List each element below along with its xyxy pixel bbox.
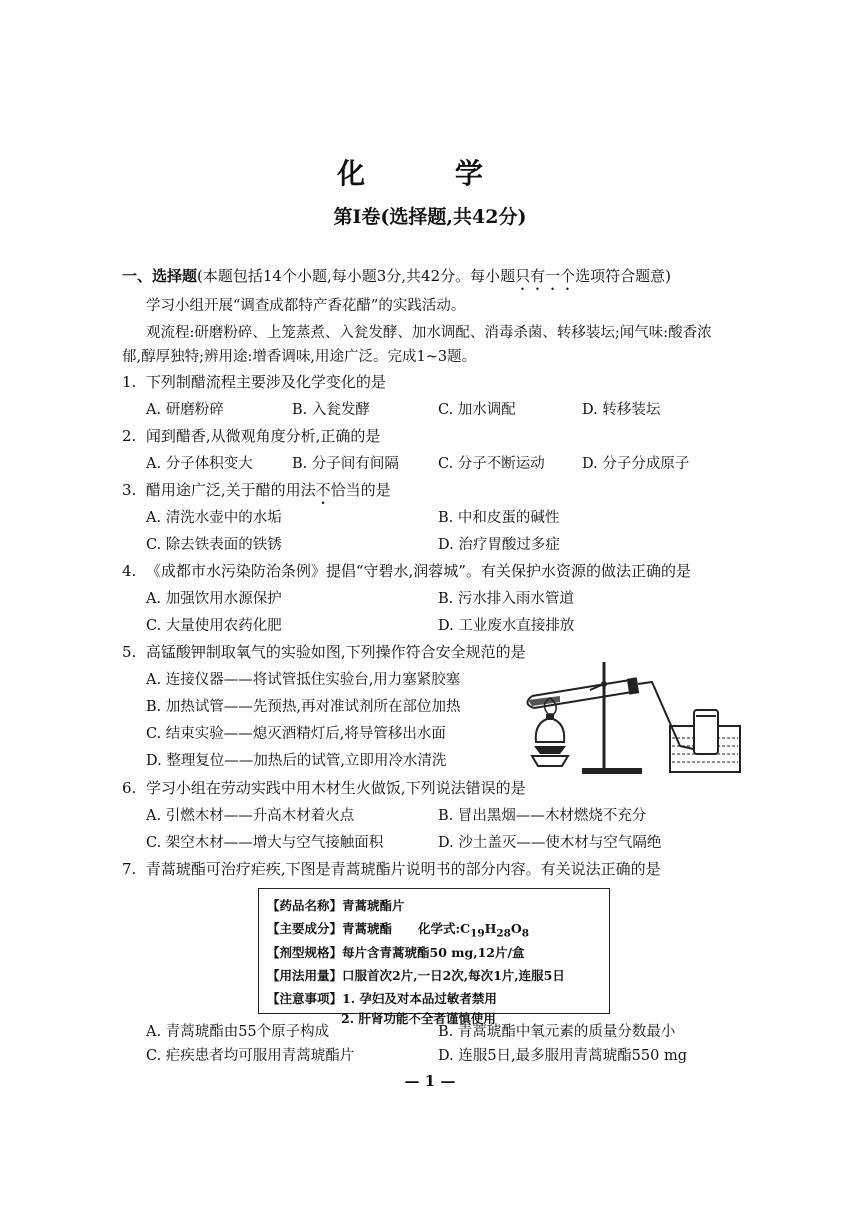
question-7 <box>122 858 661 879</box>
formula-element-c: C <box>460 921 471 936</box>
drug-note-1: 1. 孕妇及对本品过敏者禁用 <box>342 991 497 1006</box>
option-2b: B. 分子间有间隔 <box>292 456 399 472</box>
question-stem: 高锰酸钾制取氧气的实验如图,下列操作符合安全规范的是 <box>145 643 526 661</box>
drug-name-row <box>267 896 405 914</box>
option-6b: B. 冒出黑烟——木材燃烧不充分 <box>438 808 647 824</box>
option-4b: B. 污水排入雨水管道 <box>438 591 574 607</box>
option-5c: C. 结束实验——熄灭酒精灯后,将导管移出水面 <box>146 726 446 742</box>
question-1 <box>122 371 386 392</box>
section-desc-post: 选项符合题意) <box>575 267 671 285</box>
drug-notes-row <box>267 989 497 1007</box>
page-number: — 1 — <box>404 1072 456 1090</box>
option-4a: A. 加强饮用水源保护 <box>146 591 282 607</box>
option-7a: A. 青蒿琥酯由55个原子构成 <box>146 1024 330 1040</box>
option-1d: D. 转移装坛 <box>582 402 661 418</box>
option-6a: A. 引燃木材——升高木材着火点 <box>146 808 355 824</box>
option-1a: A. 研磨粉碎 <box>146 402 224 418</box>
section-label: 一、选择题 <box>122 267 198 285</box>
question-stem-post: 恰当的是 <box>330 481 391 499</box>
drug-note-2: 2. 肝肾功能不全者谨慎使用 <box>341 1011 496 1026</box>
section-desc-pre: (本题包括14个小题,每小题3分,共42分。每小题 <box>197 267 516 285</box>
question-stem: 下列制醋流程主要涉及化学变化的是 <box>145 373 386 391</box>
formula-subscript-c: 19 <box>470 927 485 940</box>
question-number: 3. <box>122 481 137 499</box>
drug-instruction-box <box>258 888 610 1026</box>
option-1b: B. 入瓮发酵 <box>292 402 370 418</box>
section-desc-emph: 只有一个 <box>515 267 576 285</box>
option-1c: C. 加水调配 <box>438 402 516 418</box>
formula-element-h: H <box>484 921 497 936</box>
option-6c: C. 架空木材——增大与空气接触面积 <box>146 835 384 851</box>
question-stem: 《成都市水污染防治条例》提倡“守碧水,润蓉城”。有关保护水资源的做法正确的是 <box>145 562 691 580</box>
question-number: 7. <box>122 860 137 878</box>
drug-ingredient: 青蒿琥酯 <box>342 921 393 936</box>
option-7d: D. 连服5日,最多服用青蒿琥酯550 mg <box>438 1048 687 1064</box>
question-stem: 学习小组在劳动实践中用木材生火做饭,下列说法错误的是 <box>145 779 526 797</box>
question-stem-pre: 醋用途广泛,关于醋的用法 <box>145 481 316 499</box>
option-4c: C. 大量使用农药化肥 <box>146 618 282 634</box>
drug-usage-label: 【用法用量】 <box>267 968 343 983</box>
option-3c: C. 除去铁表面的铁锈 <box>146 537 282 553</box>
option-6d: D. 沙土盖灭——使木材与空气隔绝 <box>438 835 662 851</box>
paper-subtitle: 第Ⅰ卷(选择题,共42分) <box>333 206 527 228</box>
drug-formula <box>460 921 530 940</box>
question-number: 6. <box>122 779 137 797</box>
drug-spec: 每片含青蒿琥酯50 mg,12片/盒 <box>342 945 525 960</box>
drug-spec-label: 【剂型规格】 <box>267 945 343 960</box>
option-5d: D. 整理复位——加热后的试管,立即用冷水清洗 <box>146 753 447 769</box>
question-number: 1. <box>122 373 137 391</box>
formula-subscript-o: 8 <box>521 927 530 940</box>
question-stem: 闻到醋香,从微观角度分析,正确的是 <box>145 427 381 445</box>
drug-ingredient-label: 【主要成分】 <box>267 921 343 936</box>
question-number: 5. <box>122 643 137 661</box>
intro-line-1: 学习小组开展“调查成都特产香花醋”的实践活动。 <box>146 298 466 314</box>
question-4 <box>122 560 691 581</box>
drug-name: 青蒿琥酯片 <box>342 898 405 913</box>
section-heading <box>122 265 671 294</box>
drug-name-label: 【药品名称】 <box>267 898 343 913</box>
question-stem-emph: 不 <box>315 481 331 499</box>
question-number: 2. <box>122 427 137 445</box>
option-2a: A. 分子体积变大 <box>146 456 253 472</box>
option-5a: A. 连接仪器——将试管抵住实验台,用力塞紧胶塞 <box>146 672 461 688</box>
question-6 <box>122 777 526 798</box>
option-4d: D. 工业废水直接排放 <box>438 618 575 634</box>
formula-subscript-h: 28 <box>496 927 511 940</box>
drug-notes-label: 【注意事项】 <box>267 991 343 1006</box>
question-5 <box>122 641 526 662</box>
option-5b: B. 加热试管——先预热,再对准试剂所在部位加热 <box>146 699 461 715</box>
intro-line-2: 观流程:研磨粉碎、上笼蒸煮、入瓮发酵、加水调配、消毒杀菌、转移装坛;闻气味:酸香浓 <box>146 325 712 341</box>
option-3a: A. 清洗水壶中的水垢 <box>146 510 282 526</box>
question-3 <box>122 479 391 508</box>
option-7c: C. 疟疾患者均可服用青蒿琥酯片 <box>146 1048 355 1064</box>
drug-spec-row <box>267 943 525 961</box>
drug-ingredient-row <box>267 919 529 940</box>
question-2 <box>122 425 380 446</box>
question-stem: 青蒿琥酯可治疗疟疾,下图是青蒿琥酯片说明书的部分内容。有关说法正确的是 <box>145 860 661 878</box>
intro-line-3: 郁,醇厚独特;辨用途:增香调味,用途广泛。完成1~3题。 <box>122 349 477 365</box>
drug-usage-row <box>267 966 565 984</box>
drug-usage: 口服首次2片,一日2次,每次1片,连服5日 <box>342 968 565 983</box>
page-title: 化 学 <box>337 157 523 190</box>
formula-element-o: O <box>510 921 522 936</box>
option-2d: D. 分子分成原子 <box>582 456 690 472</box>
oxygen-apparatus-figure <box>520 650 745 780</box>
drug-formula-label: 化学式: <box>418 921 461 936</box>
option-3d: D. 治疗胃酸过多症 <box>438 537 560 553</box>
option-2c: C. 分子不断运动 <box>438 456 545 472</box>
option-3b: B. 中和皮蛋的碱性 <box>438 510 560 526</box>
option-7b: B. 青蒿琥酯中氧元素的质量分数最小 <box>438 1024 676 1040</box>
question-number: 4. <box>122 562 137 580</box>
